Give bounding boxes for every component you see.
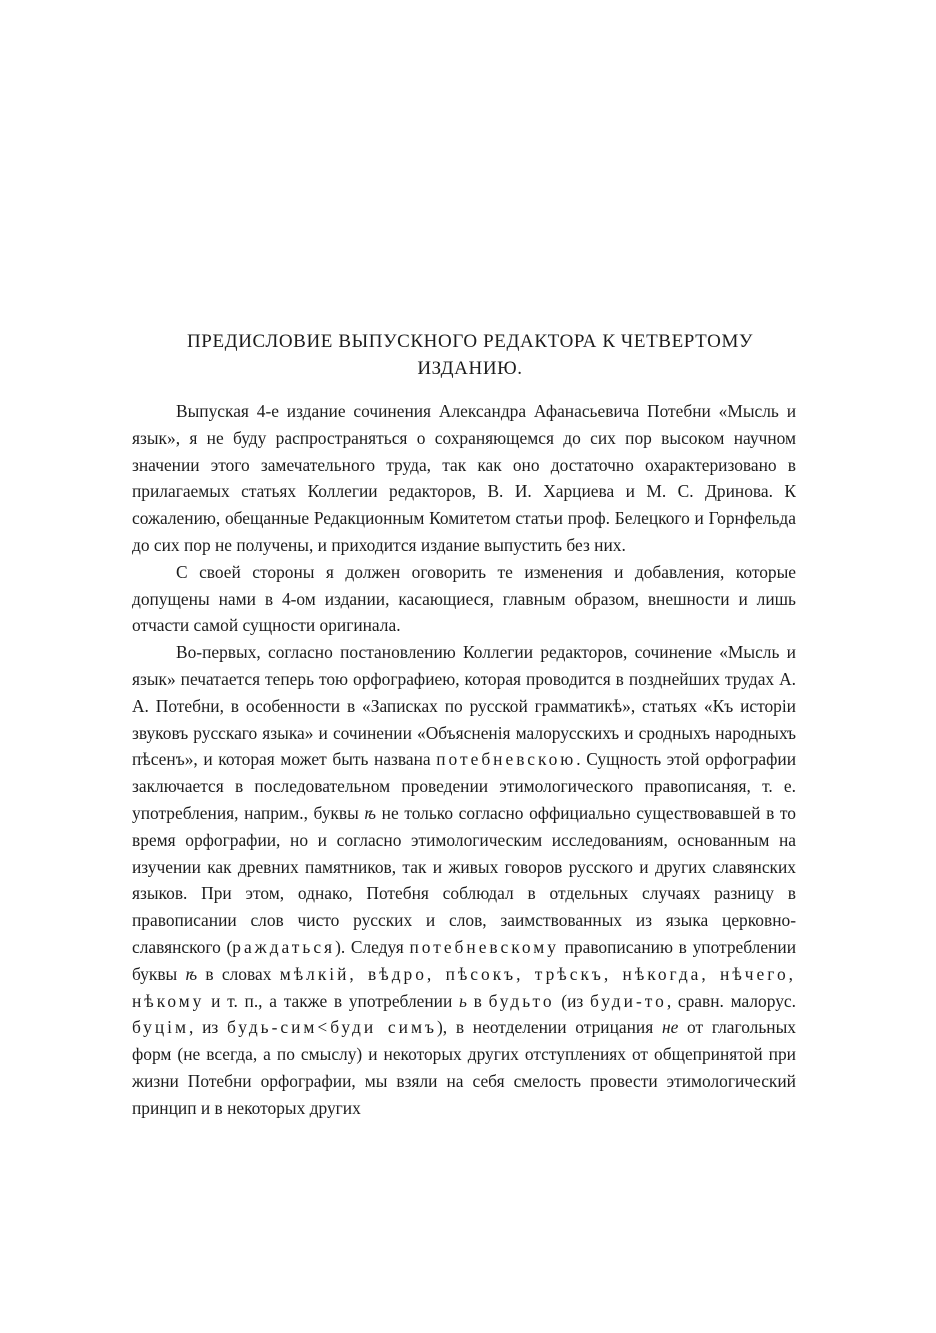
italic-letter: ѣ — [185, 963, 198, 984]
paragraph-3-text: не только согласно оффициально существовавшей в то время орфографии, но и согласно этимологическим исследованиям, основанным на изучении как древних памятников, так и живых говоров русского и других славянских языков. При этом, однако, Потебня соблюдал в отдельных случаях разницу в правописании слов чисто русских и слов, заимствованных из языка церковно-славянского ( — [132, 802, 796, 957]
paragraph-1: Выпуская 4-е издание сочинения Александра Афанасьевича Потебни «Мысль и язык», я не буду распространяться о сохраняющемся до сих пор высоком научном значении этого замечательного труда, так как оно достаточно охарактеризовано в прилагаемых статьях Коллегии редакторов, В. И. Харциева и М. С. Дринова. К сожалению, обещанные Редакционным Комитетом статьи проф. Белецкого и Горнфельда до сих пор не получены, и приходится издание выпустить без них. — [132, 401, 796, 555]
title-line-1: ПРЕДИСЛОВИЕ ВЫПУСКНОГО РЕДАКТОРА К ЧЕТВЕРТОМУ — [186, 331, 753, 352]
spaced-word: потебневскому — [409, 936, 559, 957]
paragraph-3 — [132, 639, 796, 1121]
spaced-word: потебневскою — [436, 749, 577, 770]
spaced-word: будьто — [488, 990, 555, 1011]
paragraph-3-text: в — [466, 990, 489, 1011]
paragraph-3-text: ), в неотделении отрицания — [436, 1017, 662, 1038]
paragraph-3-text: , сравн. малорус. — [666, 990, 796, 1011]
paragraph-3-text: , из — [189, 1017, 228, 1038]
paragraph-3-text: от глагольных форм (не всегда, а по смыслу) и некоторых других отступлениях от общепринятой при жизни Потебни орфографии, мы взяли на себя смелость провести этимологический принцип и в некоторых других — [132, 1017, 796, 1118]
italic-letter: ь — [459, 990, 467, 1011]
italic-letter: ѣ — [364, 802, 377, 823]
body-text — [132, 398, 796, 1122]
paragraph-3-text: . Сущность этой орфографии заключается в последовательном проведении этимологического правописаняя, т. е. употребления, наприм., буквы — [132, 749, 796, 823]
paragraph-2: С своей стороны я должен оговорить те изменения и добавления, которые допущены нами в 4-ом издании, касающиеся, главным образом, внешности и лишь отчасти самой сущности оригинала. — [132, 561, 796, 636]
spaced-word: буди-то — [590, 990, 667, 1011]
paragraph-3-text: правописанию в употреблении буквы — [132, 936, 796, 984]
spaced-word: мѣлкій, вѣдро, пѣсокъ, трѣскъ, нѣкогда, нѣчего, нѣкому — [132, 963, 796, 1011]
paragraph-3-text: и т. п., а также в употреблении — [204, 990, 460, 1011]
paragraph-3-text: (из — [554, 990, 591, 1011]
spaced-word: раждаться — [232, 936, 336, 957]
paragraph-3-text: ). Следуя — [335, 936, 410, 957]
page-title — [120, 328, 820, 382]
title-line-2: ИЗДАНИЮ. — [417, 358, 523, 379]
paragraph-3-text: Во-первых, согласно постановлению Коллегии редакторов, сочинение «Мысль и язык» печатается теперь тою орфографиею, которая проводится в позднейших трудах А. А. Потебни, в особенности в «Записках по русской грамматикѣ», статьях «Къ исторіи звуковъ русскаго языка» и сочинении «Объясненія малорусскихъ и сродныхъ народныхъ пѣсенъ», и которая может быть названа — [132, 642, 796, 770]
paragraph-3-text: в словах — [197, 963, 280, 984]
spaced-word: буцім — [132, 1017, 190, 1038]
spaced-word: будь-сим<буди симъ — [227, 1017, 437, 1038]
italic-word: не — [661, 1017, 679, 1038]
